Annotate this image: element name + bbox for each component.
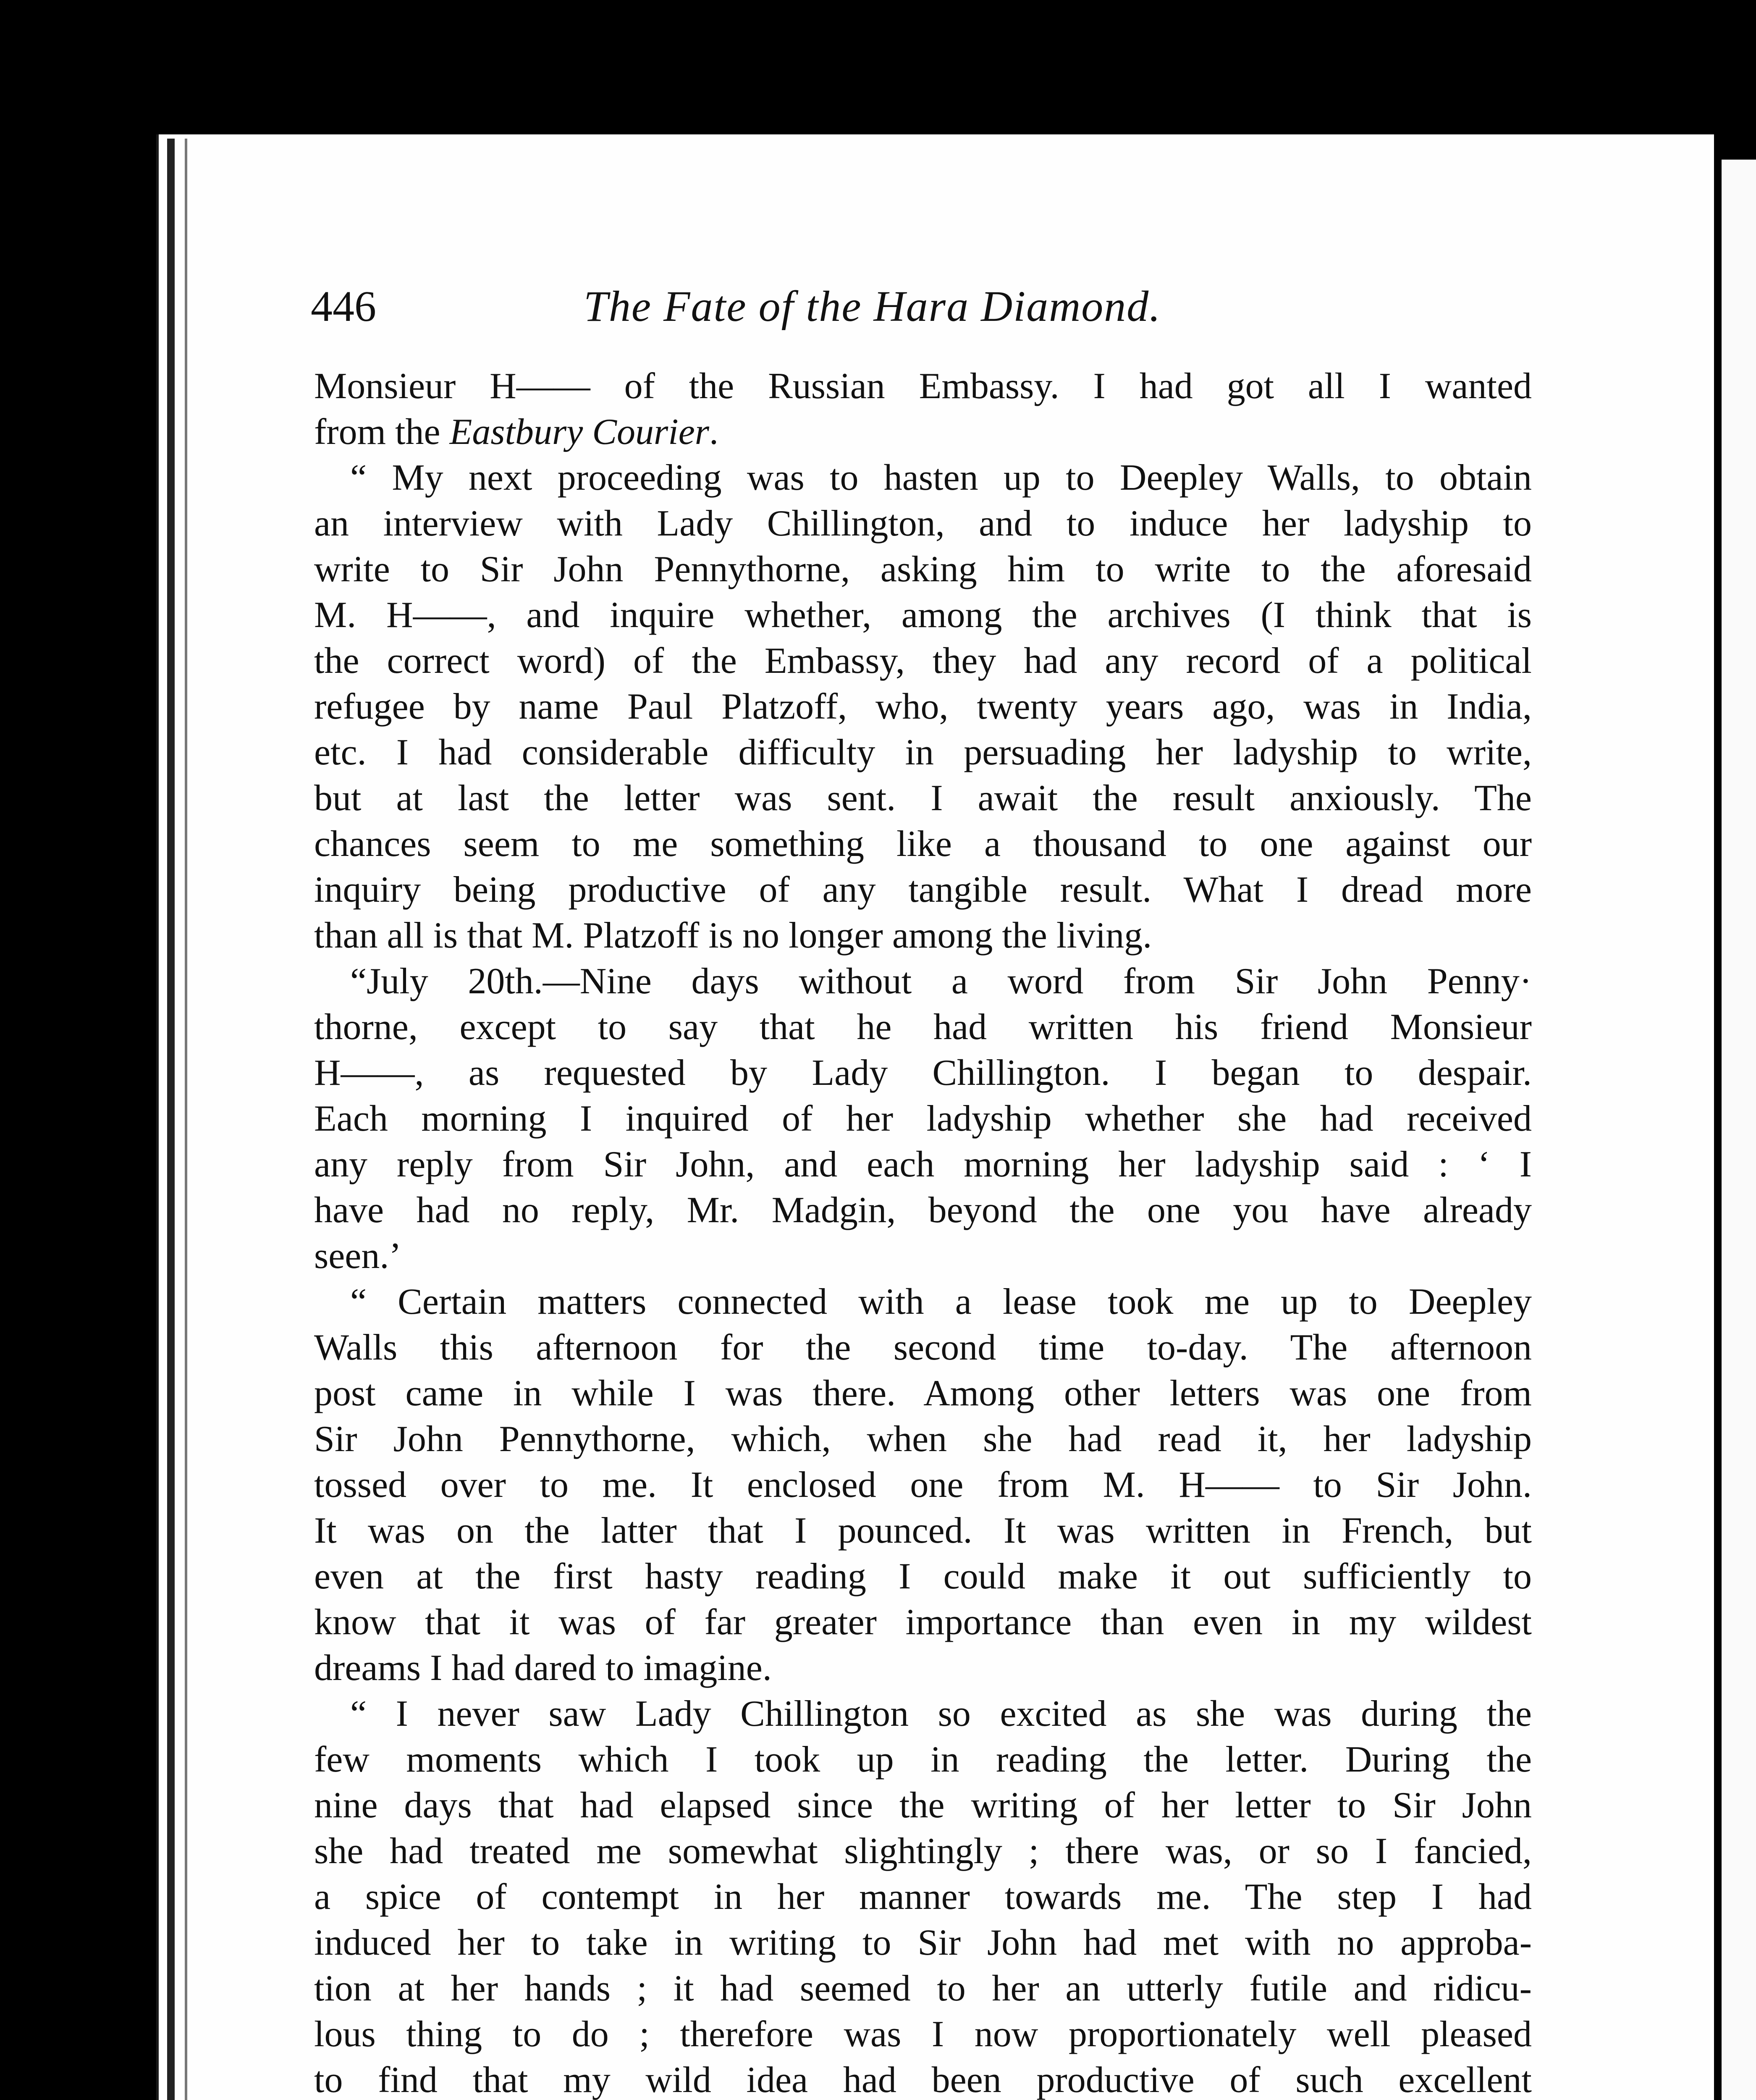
text-line: induced her to take in writing to Sir John had met with no approba-: [314, 1922, 1532, 1963]
text-line: write to Sir John Pennythorne, asking him to write to the aforesaid: [314, 549, 1532, 590]
text-line-segment: from the: [314, 412, 450, 452]
text-line: chances seem to me something like a thousand to one against our: [314, 824, 1532, 864]
text-line: post came in while I was there. Among other letters was one from: [314, 1373, 1532, 1414]
text-line: lous thing to do ; therefore was I now proportionately well pleased: [314, 2014, 1532, 2055]
text-line: even at the first hasty reading I could make it out sufficiently to: [314, 1556, 1532, 1597]
text-line: tion at her hands ; it had seemed to her an utterly futile and ridicu-: [314, 1968, 1532, 2009]
italic-title: Eastbury Courier: [449, 412, 710, 452]
text-line: “ My next proceeding was to hasten up to Deepley Walls, to obtain: [350, 457, 1532, 498]
text-line: few moments which I took up in reading the letter. During the: [314, 1739, 1532, 1780]
text-line: seen.’: [314, 1236, 401, 1276]
adjacent-page-edge: [1722, 160, 1756, 2100]
text-line: but at last the letter was sent. I await the result anxiously. The: [314, 778, 1532, 819]
binding-edge: [167, 139, 175, 2100]
text-line: refugee by name Paul Platzoff, who, twenty years ago, was in India,: [314, 686, 1532, 727]
text-line: have had no reply, Mr. Madgin, beyond the one you have already: [314, 1190, 1532, 1231]
text-line: “ I never saw Lady Chillington so excited as she was during the: [350, 1693, 1532, 1734]
text-line: any reply from Sir John, and each morning her ladyship said : ‘ I: [314, 1144, 1532, 1185]
running-title: The Fate of the Hara Diamond.: [584, 282, 1161, 331]
text-line: to find that my wild idea had been productive of such excellent: [314, 2060, 1532, 2100]
page-number: 446: [311, 282, 376, 331]
text-line: dreams I had dared to imagine.: [314, 1648, 772, 1688]
text-line: Walls this afternoon for the second time to-day. The afternoon: [314, 1327, 1532, 1368]
text-line: tossed over to me. It enclosed one from M. H—— to Sir John.: [314, 1465, 1532, 1505]
text-line: etc. I had considerable difficulty in persuading her ladyship to write,: [314, 732, 1532, 773]
text-line: thorne, except to say that he had written his friend Monsieur: [314, 1007, 1532, 1047]
text-line: M. H——, and inquire whether, among the archives (I think that is: [314, 595, 1532, 635]
text-line: [314, 409, 1532, 455]
text-line-segment: .: [709, 412, 719, 452]
text-line: It was on the latter that I pounced. It was written in French, but: [314, 1510, 1532, 1551]
text-line: the correct word) of the Embassy, they had any record of a political: [314, 640, 1532, 681]
text-line: “ Certain matters connected with a lease took me up to Deepley: [350, 1281, 1532, 1322]
page-header: [311, 265, 1537, 349]
binding-edge-inner: [185, 139, 187, 2100]
text-line: inquiry being productive of any tangible result. What I dread more: [314, 869, 1532, 910]
text-line: than all is that M. Platzoff is no longer among the living.: [314, 915, 1152, 956]
text-line: nine days that had elapsed since the writing of her letter to Sir John: [314, 1785, 1532, 1826]
text-line: “July 20th.—Nine days without a word from Sir John Penny·: [350, 961, 1532, 1002]
text-line: Monsieur H—— of the Russian Embassy. I had got all I wanted: [314, 366, 1532, 407]
text-line: H——, as requested by Lady Chillington. I began to despair.: [314, 1053, 1532, 1093]
text-line: a spice of contempt in her manner towards me. The step I had: [314, 1877, 1532, 1917]
text-line: know that it was of far greater importance than even in my wildest: [314, 1602, 1532, 1643]
text-line: she had treated me somewhat slightingly ; there was, or so I fancied,: [314, 1831, 1532, 1872]
text-line: an interview with Lady Chillington, and to induce her ladyship to: [314, 503, 1532, 544]
body-text: [314, 363, 1532, 2100]
text-line: Sir John Pennythorne, which, when she had read it, her ladyship: [314, 1419, 1532, 1460]
text-line: Each morning I inquired of her ladyship whether she had received: [314, 1098, 1532, 1139]
